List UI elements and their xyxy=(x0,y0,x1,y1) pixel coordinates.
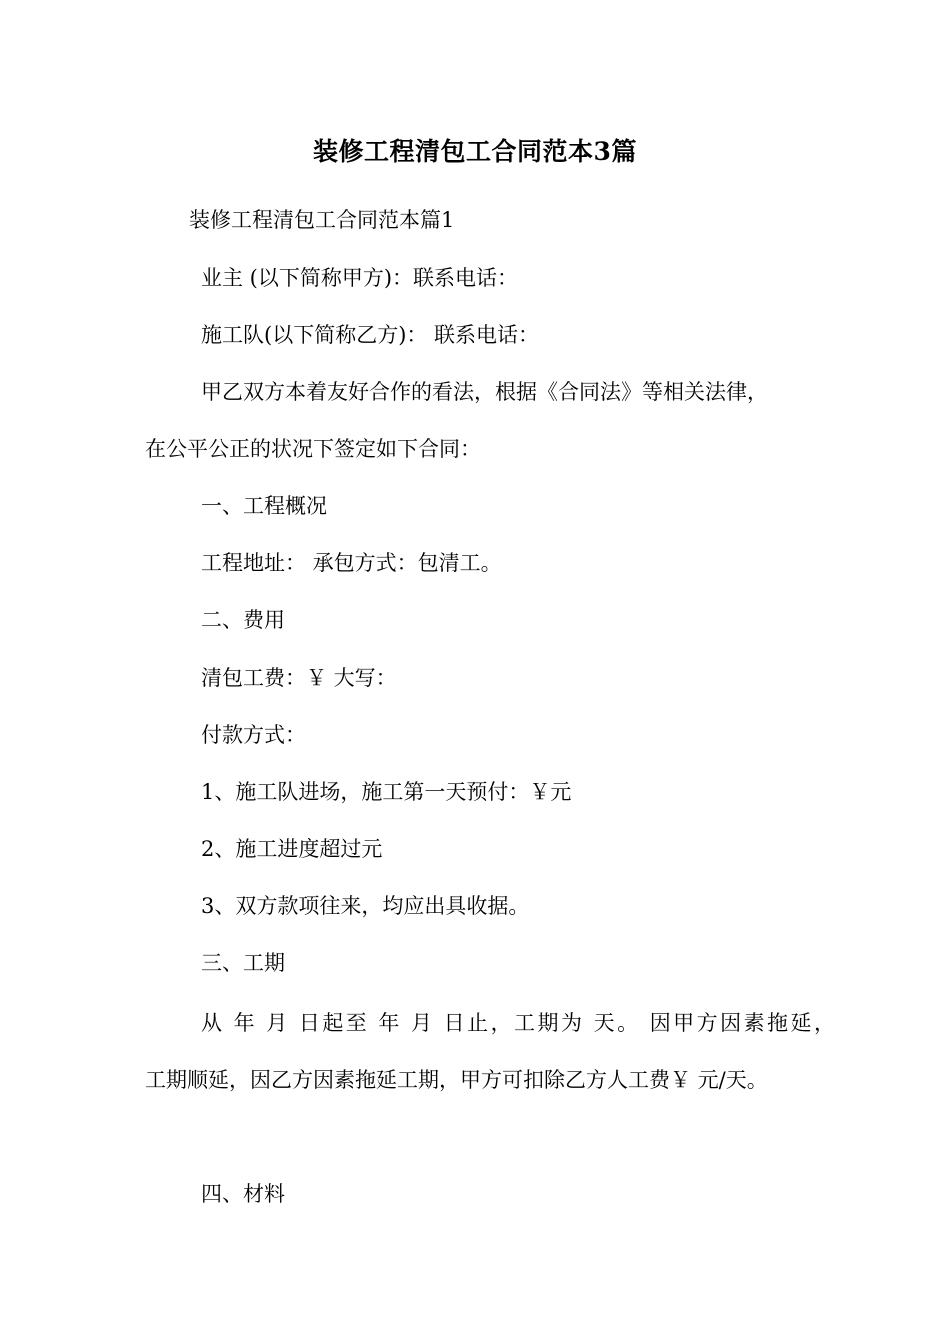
payment-item-1: 1、施工队进场，施工第一天预付：￥元 xyxy=(201,780,572,804)
owner-line: 业主 (以下简称甲方)：联系电话： xyxy=(201,266,519,290)
schedule-line-1: 从 年 月 日起至 年 月 日止，工期为 天。 因甲方因素拖延， xyxy=(201,1011,835,1035)
section-3-heading: 三、工期 xyxy=(201,951,285,975)
payment-item-2: 2、施工进度超过元 xyxy=(201,837,383,861)
section-2-heading: 二、费用 xyxy=(201,608,285,632)
intro-line-2: 在公平公正的状况下签定如下合同： xyxy=(145,437,481,461)
contractor-line: 施工队(以下简称乙方)： 联系电话： xyxy=(201,323,540,347)
payment-method-heading: 付款方式： xyxy=(201,723,306,747)
document-title: 装修工程清包工合同范本3篇 xyxy=(313,137,637,166)
section-1-heading: 一、工程概况 xyxy=(201,494,327,518)
intro-line-1: 甲乙双方本着友好合作的看法，根据《合同法》等相关法律， xyxy=(201,380,768,404)
payment-item-3: 3、双方款项往来，均应出具收据。 xyxy=(201,894,530,918)
section-4-heading: 四、材料 xyxy=(201,1182,285,1206)
labor-fee-line: 清包工费：￥ 大写： xyxy=(201,666,397,690)
schedule-line-2: 工期顺延，因乙方因素拖延工期，甲方可扣除乙方人工费￥ 元/天。 xyxy=(145,1068,768,1092)
contract-subtitle: 装修工程清包工合同范本篇1 xyxy=(189,208,455,232)
project-address-line: 工程地址： 承包方式：包清工。 xyxy=(201,551,502,575)
